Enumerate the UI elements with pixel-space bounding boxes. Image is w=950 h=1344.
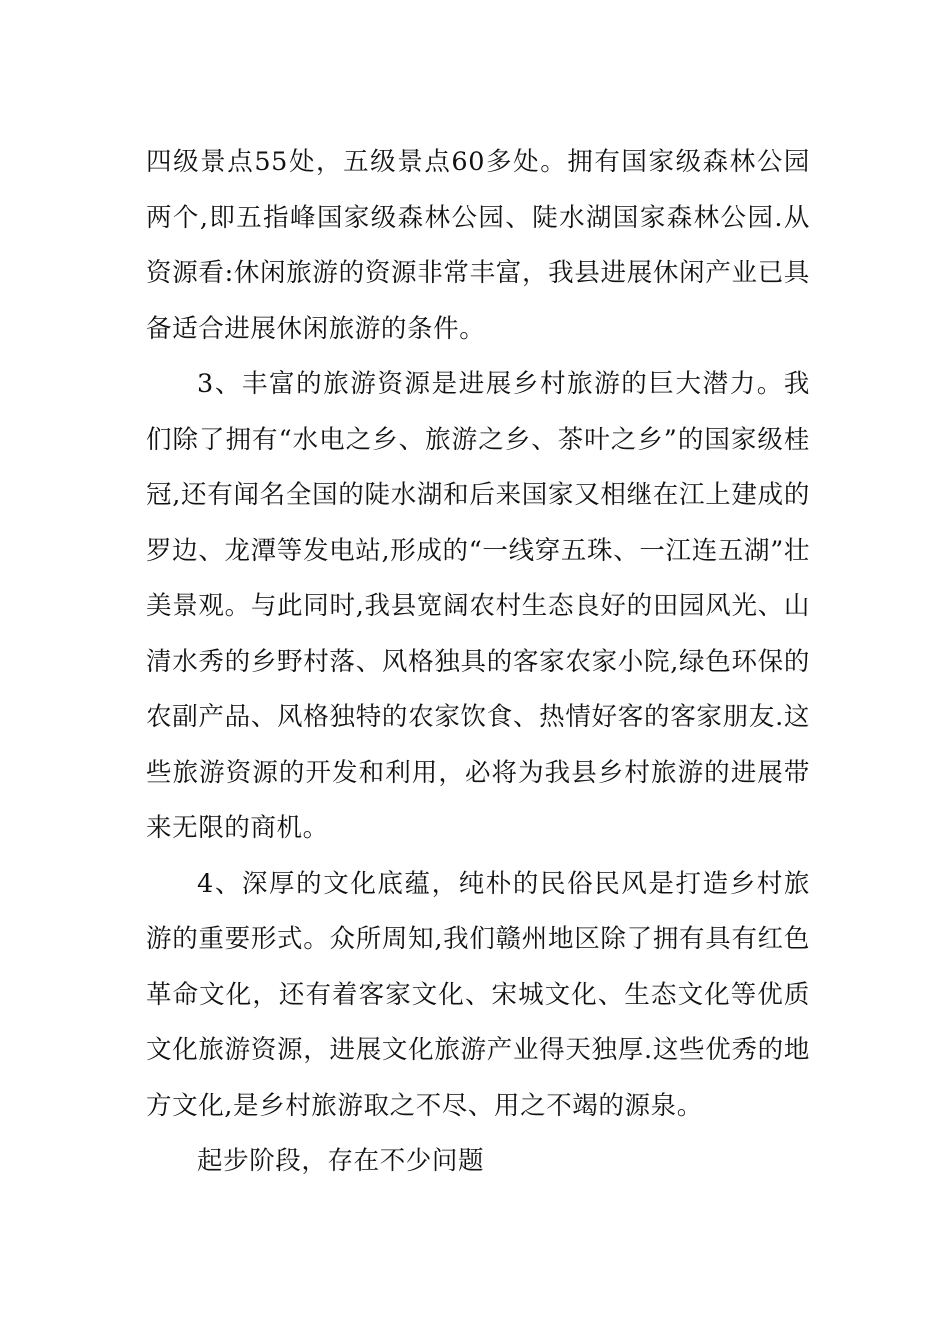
paragraph-4: 起步阶段，存在不少问题 [197,1146,485,1176]
paragraph-3: 4、深厚的文化底蕴，纯朴的民俗民风是打造乡村旅游的重要形式。众所周知,我们赣州地区除了拥有具有红色革命文化，还有着客家文化、宋城文化、生态文化等优质文化旅游资源，进展文化旅游产业得天独厚.这些优秀的地方文化,是乡村旅游取之不尽、用之不竭的源泉。 [146,868,810,1121]
paragraph-1: 四级景点55处，五级景点60多处。拥有国家级森林公园两个,即五指峰国家级森林公园、陡水湖国家森林公园.从资源看:休闲旅游的资源非常丰富，我县进展休闲产业已具备适合进展休闲旅游的条件。 [146,147,810,344]
document-body [146,135,810,1190]
paragraph-2: 3、丰富的旅游资源是进展乡村旅游的巨大潜力。我们除了拥有“水电之乡、旅游之乡、茶叶之乡”的国家级桂冠,还有闻名全国的陡水湖和后来国家又相继在江上建成的罗边、龙潭等发电站,形成的“一线穿五珠、一江连五湖”壮美景观。与此同时,我县宽阔农村生态良好的田园风光、山清水秀的乡野村落、风格独具的客家农家小院,绿色环保的农副产品、风格独特的农家饮食、热情好客的客家朋友.这些旅游资源的开发和利用，必将为我县乡村旅游的进展带来无限的商机。 [146,369,810,843]
